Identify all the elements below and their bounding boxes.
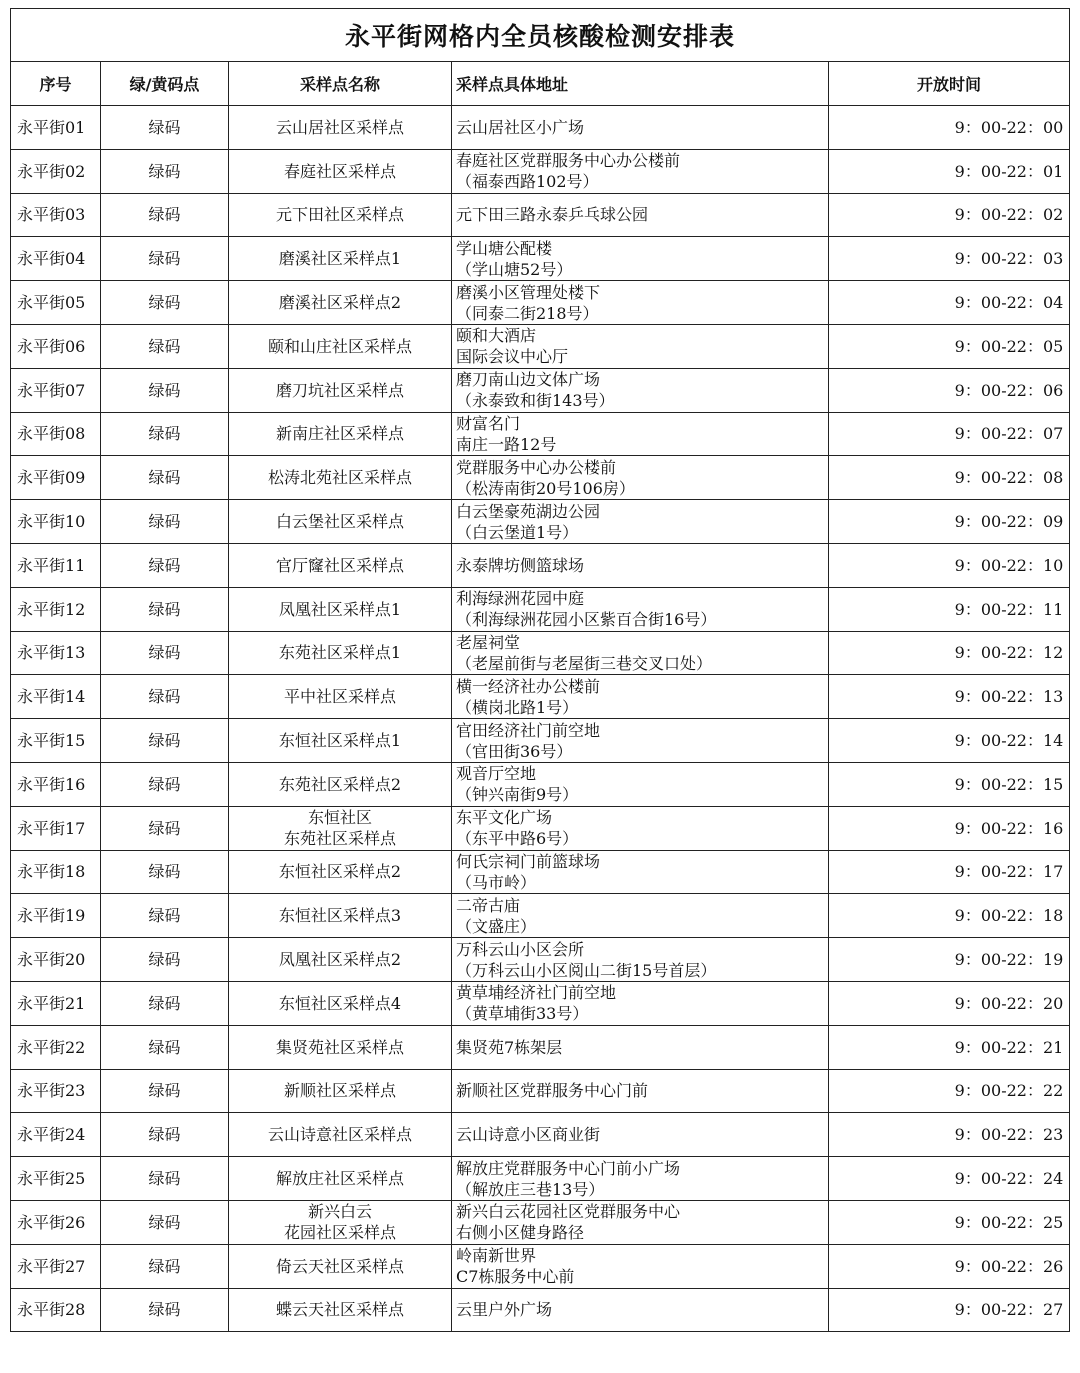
address-cell-line: 元下田三路永泰乒乓球公园 [456, 205, 649, 225]
address-cell [452, 762, 829, 806]
address-cell-line: 云里户外广场 [456, 1300, 553, 1320]
schedule-sheet [10, 8, 1069, 1332]
code-cell: 绿码 [101, 106, 229, 150]
time-cell: 9：00-22：03 [829, 237, 1070, 281]
code-cell: 绿码 [101, 850, 229, 894]
table-row [11, 675, 1070, 719]
seq-cell: 永平街22 [11, 1025, 101, 1069]
site-name-cell [229, 1157, 452, 1201]
address-cell [452, 106, 829, 150]
address-cell [452, 938, 829, 982]
seq-cell: 永平街01 [11, 106, 101, 150]
address-cell-line: （东平中路6号） [456, 829, 579, 849]
seq-cell: 永平街15 [11, 719, 101, 763]
code-cell: 绿码 [101, 1113, 229, 1157]
code-cell: 绿码 [101, 149, 229, 193]
address-cell-line: （白云堡道1号） [456, 522, 579, 542]
table-row [11, 719, 1070, 763]
seq-cell: 永平街11 [11, 543, 101, 587]
time-cell: 9：00-22：16 [829, 806, 1070, 850]
address-cell-line: 财富名门 [456, 413, 521, 433]
time-cell: 9：00-22：04 [829, 281, 1070, 325]
site-name-cell-line: 花园社区采样点 [283, 1223, 396, 1243]
address-cell-line: （松涛南街20号106房） [456, 478, 635, 498]
address-cell-line: 永泰牌坊侧篮球场 [456, 555, 585, 575]
site-name-cell [229, 631, 452, 675]
address-cell [452, 587, 829, 631]
address-cell-line: 利海绿洲花园中庭 [456, 589, 585, 609]
site-name-cell-line: 东恒社区采样点1 [278, 731, 402, 751]
code-cell: 绿码 [101, 894, 229, 938]
code-cell: 绿码 [101, 237, 229, 281]
seq-cell: 永平街02 [11, 149, 101, 193]
table-row [11, 587, 1070, 631]
schedule-table [10, 8, 1070, 1332]
address-cell [452, 1288, 829, 1332]
time-cell: 9：00-22：21 [829, 1025, 1070, 1069]
table-row [11, 850, 1070, 894]
site-name-cell-line: 春庭社区采样点 [283, 161, 396, 181]
code-cell: 绿码 [101, 1157, 229, 1201]
time-cell: 9：00-22：06 [829, 368, 1070, 412]
site-name-cell-line: 新兴白云 [307, 1202, 372, 1222]
site-name-cell [229, 981, 452, 1025]
time-cell: 9：00-22：18 [829, 894, 1070, 938]
header-name: 采样点名称 [229, 62, 452, 106]
site-name-cell-line: 新南庄社区采样点 [275, 424, 404, 444]
site-name-cell-line: 颐和山庄社区采样点 [267, 336, 412, 356]
table-body [11, 106, 1070, 1332]
address-cell-line: 颐和大酒店 [456, 326, 537, 346]
site-name-cell-line: 东苑社区采样点 [283, 829, 396, 849]
seq-cell: 永平街16 [11, 762, 101, 806]
address-cell [452, 1113, 829, 1157]
code-cell: 绿码 [101, 412, 229, 456]
site-name-cell-line: 东苑社区采样点2 [278, 774, 402, 794]
table-row [11, 1200, 1070, 1244]
table-row [11, 631, 1070, 675]
header-address: 采样点具体地址 [452, 62, 829, 106]
address-cell [452, 368, 829, 412]
address-cell [452, 412, 829, 456]
address-cell-line: 黄草埔经济社门前空地 [456, 983, 617, 1003]
time-cell: 9：00-22：12 [829, 631, 1070, 675]
code-cell: 绿码 [101, 543, 229, 587]
table-row [11, 456, 1070, 500]
code-cell: 绿码 [101, 324, 229, 368]
site-name-cell [229, 106, 452, 150]
address-cell [452, 675, 829, 719]
site-name-cell-line: 东恒社区采样点3 [278, 906, 402, 926]
time-cell: 9：00-22：07 [829, 412, 1070, 456]
address-cell [452, 237, 829, 281]
address-cell-line: 春庭社区党群服务中心办公楼前 [456, 151, 681, 171]
code-cell: 绿码 [101, 281, 229, 325]
site-name-cell-line: 凤凰社区采样点2 [278, 950, 402, 970]
site-name-cell [229, 281, 452, 325]
time-cell: 9：00-22：09 [829, 500, 1070, 544]
table-row [11, 1113, 1070, 1157]
seq-cell: 永平街06 [11, 324, 101, 368]
table-row [11, 981, 1070, 1025]
code-cell: 绿码 [101, 981, 229, 1025]
seq-cell: 永平街07 [11, 368, 101, 412]
time-cell: 9：00-22：19 [829, 938, 1070, 982]
code-cell: 绿码 [101, 806, 229, 850]
table-row [11, 762, 1070, 806]
address-cell [452, 894, 829, 938]
address-cell-line: 集贤苑7栋架层 [456, 1037, 563, 1057]
site-name-cell [229, 894, 452, 938]
seq-cell: 永平街14 [11, 675, 101, 719]
seq-cell: 永平街05 [11, 281, 101, 325]
site-name-cell [229, 1025, 452, 1069]
site-name-cell-line: 松涛北苑社区采样点 [267, 468, 412, 488]
address-cell-line: （学山塘52号） [456, 259, 573, 279]
header-seq: 序号 [11, 62, 101, 106]
site-name-cell-line: 官厅窿社区采样点 [275, 555, 404, 575]
seq-cell: 永平街21 [11, 981, 101, 1025]
address-cell-line: 磨刀南山边文体广场 [456, 370, 601, 390]
seq-cell: 永平街26 [11, 1200, 101, 1244]
site-name-cell [229, 675, 452, 719]
site-name-cell-line: 解放庄社区采样点 [275, 1169, 404, 1189]
table-row [11, 1244, 1070, 1288]
site-name-cell-line: 新顺社区采样点 [283, 1081, 396, 1101]
address-cell [452, 324, 829, 368]
time-cell: 9：00-22：17 [829, 850, 1070, 894]
address-cell [452, 1200, 829, 1244]
address-cell-line: 解放庄党群服务中心门前小广场 [456, 1158, 681, 1178]
table-row [11, 500, 1070, 544]
address-cell [452, 1025, 829, 1069]
address-cell [452, 149, 829, 193]
address-cell-line: （横岗北路1号） [456, 697, 579, 717]
address-cell [452, 456, 829, 500]
code-cell: 绿码 [101, 500, 229, 544]
address-cell-line: （利海绿洲花园小区紫百合街16号） [456, 610, 717, 630]
site-name-cell [229, 368, 452, 412]
page-title: 永平街网格内全员核酸检测安排表 [11, 9, 1070, 62]
address-cell [452, 981, 829, 1025]
time-cell: 9：00-22：27 [829, 1288, 1070, 1332]
address-cell-line: 观音厅空地 [456, 764, 537, 784]
site-name-cell-line: 东恒社区采样点4 [278, 993, 402, 1013]
table-row [11, 1157, 1070, 1201]
time-cell: 9：00-22：26 [829, 1244, 1070, 1288]
time-cell: 9：00-22：15 [829, 762, 1070, 806]
seq-cell: 永平街19 [11, 894, 101, 938]
table-row [11, 193, 1070, 237]
address-cell-line: 党群服务中心办公楼前 [456, 457, 617, 477]
table-row [11, 106, 1070, 150]
seq-cell: 永平街03 [11, 193, 101, 237]
address-cell-line: 何氏宗祠门前篮球场 [456, 851, 601, 871]
address-cell-line: C7栋服务中心前 [456, 1267, 575, 1287]
site-name-cell [229, 762, 452, 806]
seq-cell: 永平街17 [11, 806, 101, 850]
seq-cell: 永平街10 [11, 500, 101, 544]
address-cell-line: （钟兴南街9号） [456, 785, 579, 805]
site-name-cell [229, 500, 452, 544]
time-cell: 9：00-22：24 [829, 1157, 1070, 1201]
site-name-cell [229, 1200, 452, 1244]
site-name-cell-line: 倚云天社区采样点 [275, 1256, 404, 1276]
header-time: 开放时间 [829, 62, 1070, 106]
address-cell-line: 新顺社区党群服务中心门前 [456, 1081, 649, 1101]
site-name-cell [229, 1244, 452, 1288]
table-row [11, 149, 1070, 193]
seq-cell: 永平街25 [11, 1157, 101, 1201]
address-cell-line: （文盛庄） [456, 916, 537, 936]
address-cell-line: 东平文化广场 [456, 808, 553, 828]
site-name-cell-line: 蝶云天社区采样点 [275, 1300, 404, 1320]
code-cell: 绿码 [101, 1244, 229, 1288]
address-cell [452, 193, 829, 237]
time-cell: 9：00-22：13 [829, 675, 1070, 719]
address-cell-line: 云山居社区小广场 [456, 117, 585, 137]
table-row [11, 1288, 1070, 1332]
address-cell-line: 官田经济社门前空地 [456, 720, 601, 740]
time-cell: 9：00-22：23 [829, 1113, 1070, 1157]
seq-cell: 永平街04 [11, 237, 101, 281]
site-name-cell [229, 587, 452, 631]
code-cell: 绿码 [101, 1025, 229, 1069]
seq-cell: 永平街23 [11, 1069, 101, 1113]
header-code: 绿/黄码点 [101, 62, 229, 106]
code-cell: 绿码 [101, 1069, 229, 1113]
address-cell-line: 云山诗意小区商业街 [456, 1125, 601, 1145]
address-cell [452, 281, 829, 325]
seq-cell: 永平街09 [11, 456, 101, 500]
code-cell: 绿码 [101, 938, 229, 982]
site-name-cell-line: 东苑社区采样点1 [278, 643, 402, 663]
site-name-cell [229, 149, 452, 193]
site-name-cell-line: 云山居社区采样点 [275, 117, 404, 137]
address-cell-line: 南庄一路12号 [456, 434, 557, 454]
address-cell-line: 右侧小区健身路径 [456, 1223, 585, 1243]
address-cell-line: （永泰致和街143号） [456, 391, 615, 411]
address-cell-line: 岭南新世界 [456, 1246, 537, 1266]
site-name-cell-line: 元下田社区采样点 [275, 205, 404, 225]
address-cell [452, 1244, 829, 1288]
address-cell-line: （黄草埔街33号） [456, 1004, 589, 1024]
site-name-cell-line: 东恒社区采样点2 [278, 862, 402, 882]
site-name-cell-line: 磨溪社区采样点1 [278, 249, 402, 269]
table-header-row [11, 62, 1070, 106]
site-name-cell [229, 193, 452, 237]
table-row [11, 324, 1070, 368]
table-row [11, 1025, 1070, 1069]
address-cell-line: （福泰西路102号） [456, 172, 599, 192]
seq-cell: 永平街12 [11, 587, 101, 631]
address-cell [452, 543, 829, 587]
time-cell: 9：00-22：00 [829, 106, 1070, 150]
seq-cell: 永平街18 [11, 850, 101, 894]
time-cell: 9：00-22：20 [829, 981, 1070, 1025]
address-cell-line: 新兴白云花园社区党群服务中心 [456, 1202, 681, 1222]
table-row [11, 412, 1070, 456]
code-cell: 绿码 [101, 719, 229, 763]
site-name-cell [229, 456, 452, 500]
address-cell [452, 1157, 829, 1201]
time-cell: 9：00-22：01 [829, 149, 1070, 193]
site-name-cell-line: 凤凰社区采样点1 [278, 599, 402, 619]
address-cell-line: （万科云山小区阅山二街15号首层） [456, 960, 717, 980]
seq-cell: 永平街20 [11, 938, 101, 982]
site-name-cell [229, 719, 452, 763]
address-cell [452, 806, 829, 850]
site-name-cell [229, 806, 452, 850]
code-cell: 绿码 [101, 193, 229, 237]
time-cell: 9：00-22：11 [829, 587, 1070, 631]
code-cell: 绿码 [101, 631, 229, 675]
address-cell-line: （官田街36号） [456, 741, 573, 761]
site-name-cell [229, 1069, 452, 1113]
table-row [11, 938, 1070, 982]
address-cell-line: 横一经济社办公楼前 [456, 676, 601, 696]
site-name-cell-line: 白云堡社区采样点 [275, 512, 404, 532]
address-cell-line: 白云堡豪苑湖边公园 [456, 501, 601, 521]
site-name-cell [229, 938, 452, 982]
site-name-cell [229, 412, 452, 456]
address-cell [452, 500, 829, 544]
address-cell [452, 719, 829, 763]
table-row [11, 281, 1070, 325]
address-cell-line: （同泰二街218号） [456, 303, 599, 323]
site-name-cell-line: 云山诗意社区采样点 [267, 1125, 412, 1145]
address-cell [452, 850, 829, 894]
site-name-cell-line: 集贤苑社区采样点 [275, 1037, 404, 1057]
time-cell: 9：00-22：10 [829, 543, 1070, 587]
time-cell: 9：00-22：14 [829, 719, 1070, 763]
seq-cell: 永平街08 [11, 412, 101, 456]
address-cell-line: 磨溪小区管理处楼下 [456, 282, 601, 302]
table-row [11, 894, 1070, 938]
address-cell-line: 国际会议中心厅 [456, 347, 569, 367]
code-cell: 绿码 [101, 1288, 229, 1332]
site-name-cell [229, 324, 452, 368]
address-cell [452, 631, 829, 675]
site-name-cell [229, 543, 452, 587]
time-cell: 9：00-22：22 [829, 1069, 1070, 1113]
seq-cell: 永平街13 [11, 631, 101, 675]
time-cell: 9：00-22：02 [829, 193, 1070, 237]
table-row [11, 237, 1070, 281]
table-row [11, 806, 1070, 850]
site-name-cell-line: 平中社区采样点 [283, 687, 396, 707]
site-name-cell-line: 东恒社区 [307, 808, 372, 828]
site-name-cell [229, 1113, 452, 1157]
code-cell: 绿码 [101, 456, 229, 500]
time-cell: 9：00-22：08 [829, 456, 1070, 500]
code-cell: 绿码 [101, 675, 229, 719]
address-cell-line: 万科云山小区会所 [456, 939, 585, 959]
seq-cell: 永平街27 [11, 1244, 101, 1288]
address-cell-line: （解放庄三巷13号） [456, 1179, 605, 1199]
address-cell-line: 学山塘公配楼 [456, 238, 553, 258]
site-name-cell-line: 磨溪社区采样点2 [278, 293, 402, 313]
time-cell: 9：00-22：05 [829, 324, 1070, 368]
address-cell-line: 老屋祠堂 [456, 632, 521, 652]
seq-cell: 永平街28 [11, 1288, 101, 1332]
site-name-cell-line: 磨刀坑社区采样点 [275, 380, 404, 400]
site-name-cell [229, 850, 452, 894]
address-cell [452, 1069, 829, 1113]
code-cell: 绿码 [101, 587, 229, 631]
site-name-cell [229, 237, 452, 281]
address-cell-line: （老屋前街与老屋街三巷交叉口处） [456, 653, 713, 673]
code-cell: 绿码 [101, 368, 229, 412]
code-cell: 绿码 [101, 1200, 229, 1244]
code-cell: 绿码 [101, 762, 229, 806]
table-row [11, 543, 1070, 587]
address-cell-line: 二帝古庙 [456, 895, 521, 915]
seq-cell: 永平街24 [11, 1113, 101, 1157]
time-cell: 9：00-22：25 [829, 1200, 1070, 1244]
table-row [11, 1069, 1070, 1113]
site-name-cell [229, 1288, 452, 1332]
table-row [11, 368, 1070, 412]
address-cell-line: （马市岭） [456, 872, 537, 892]
